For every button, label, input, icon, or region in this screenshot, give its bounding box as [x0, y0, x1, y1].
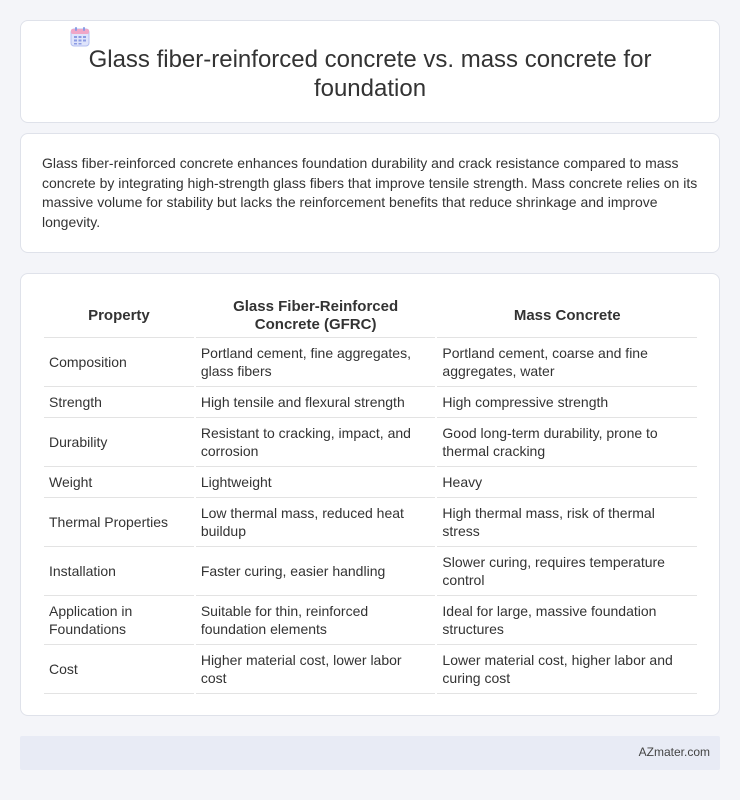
table-row — [44, 645, 697, 694]
row-gfrc-value: Suitable for thin, reinforced foundation elements — [196, 596, 436, 645]
table-header-row — [44, 294, 697, 338]
table-row — [44, 387, 697, 418]
comparison-table — [42, 294, 699, 694]
row-mass-value: Lower material cost, higher labor and curing cost — [437, 645, 697, 694]
comparison-table-card — [20, 273, 720, 716]
page-title: Glass fiber-reinforced concrete vs. mass concrete for foundation — [88, 46, 652, 102]
row-mass-value: Portland cement, coarse and fine aggregates, water — [437, 338, 697, 387]
row-gfrc-value: Low thermal mass, reduced heat buildup — [196, 498, 436, 547]
header-property: Property — [44, 294, 194, 338]
header-mass-concrete: Mass Concrete — [437, 294, 697, 338]
summary-text: Glass fiber-reinforced concrete enhances foundation durability and crack resistance compared to mass concrete by integrating high-strength glass fibers that improve tensile strength. Mass concrete relies on its massive volume for stability but lacks the reinforcement benefits that reduce shrinkage and improve longevity. — [42, 155, 698, 230]
row-property: Installation — [44, 547, 194, 596]
row-gfrc-value: Resistant to cracking, impact, and corrosion — [196, 418, 436, 467]
row-gfrc-value: High tensile and flexural strength — [196, 387, 436, 418]
table-row — [44, 547, 697, 596]
row-mass-value: Good long-term durability, prone to thermal cracking — [437, 418, 697, 467]
footer-bar — [20, 736, 720, 770]
row-mass-value: High thermal mass, risk of thermal stress — [437, 498, 697, 547]
row-mass-value: High compressive strength — [437, 387, 697, 418]
title-card — [20, 20, 720, 123]
footer-brand[interactable]: AZmater.com — [638, 745, 710, 759]
row-property: Weight — [44, 467, 194, 498]
table-row — [44, 418, 697, 467]
row-gfrc-value: Portland cement, fine aggregates, glass fibers — [196, 338, 436, 387]
summary-card — [20, 133, 720, 253]
row-mass-value: Ideal for large, massive foundation structures — [437, 596, 697, 645]
row-property: Thermal Properties — [44, 498, 194, 547]
table-row — [44, 338, 697, 387]
row-property: Cost — [44, 645, 194, 694]
row-gfrc-value: Lightweight — [196, 467, 436, 498]
header-gfrc: Glass Fiber-Reinforced Concrete (GFRC) — [196, 294, 436, 338]
row-gfrc-value: Higher material cost, lower labor cost — [196, 645, 436, 694]
row-property: Strength — [44, 387, 194, 418]
table-row — [44, 596, 697, 645]
row-property: Composition — [44, 338, 194, 387]
row-mass-value: Slower curing, requires temperature control — [437, 547, 697, 596]
row-mass-value: Heavy — [437, 467, 697, 498]
row-gfrc-value: Faster curing, easier handling — [196, 547, 436, 596]
table-row — [44, 498, 697, 547]
row-property: Application in Foundations — [44, 596, 194, 645]
table-row — [44, 467, 697, 498]
row-property: Durability — [44, 418, 194, 467]
